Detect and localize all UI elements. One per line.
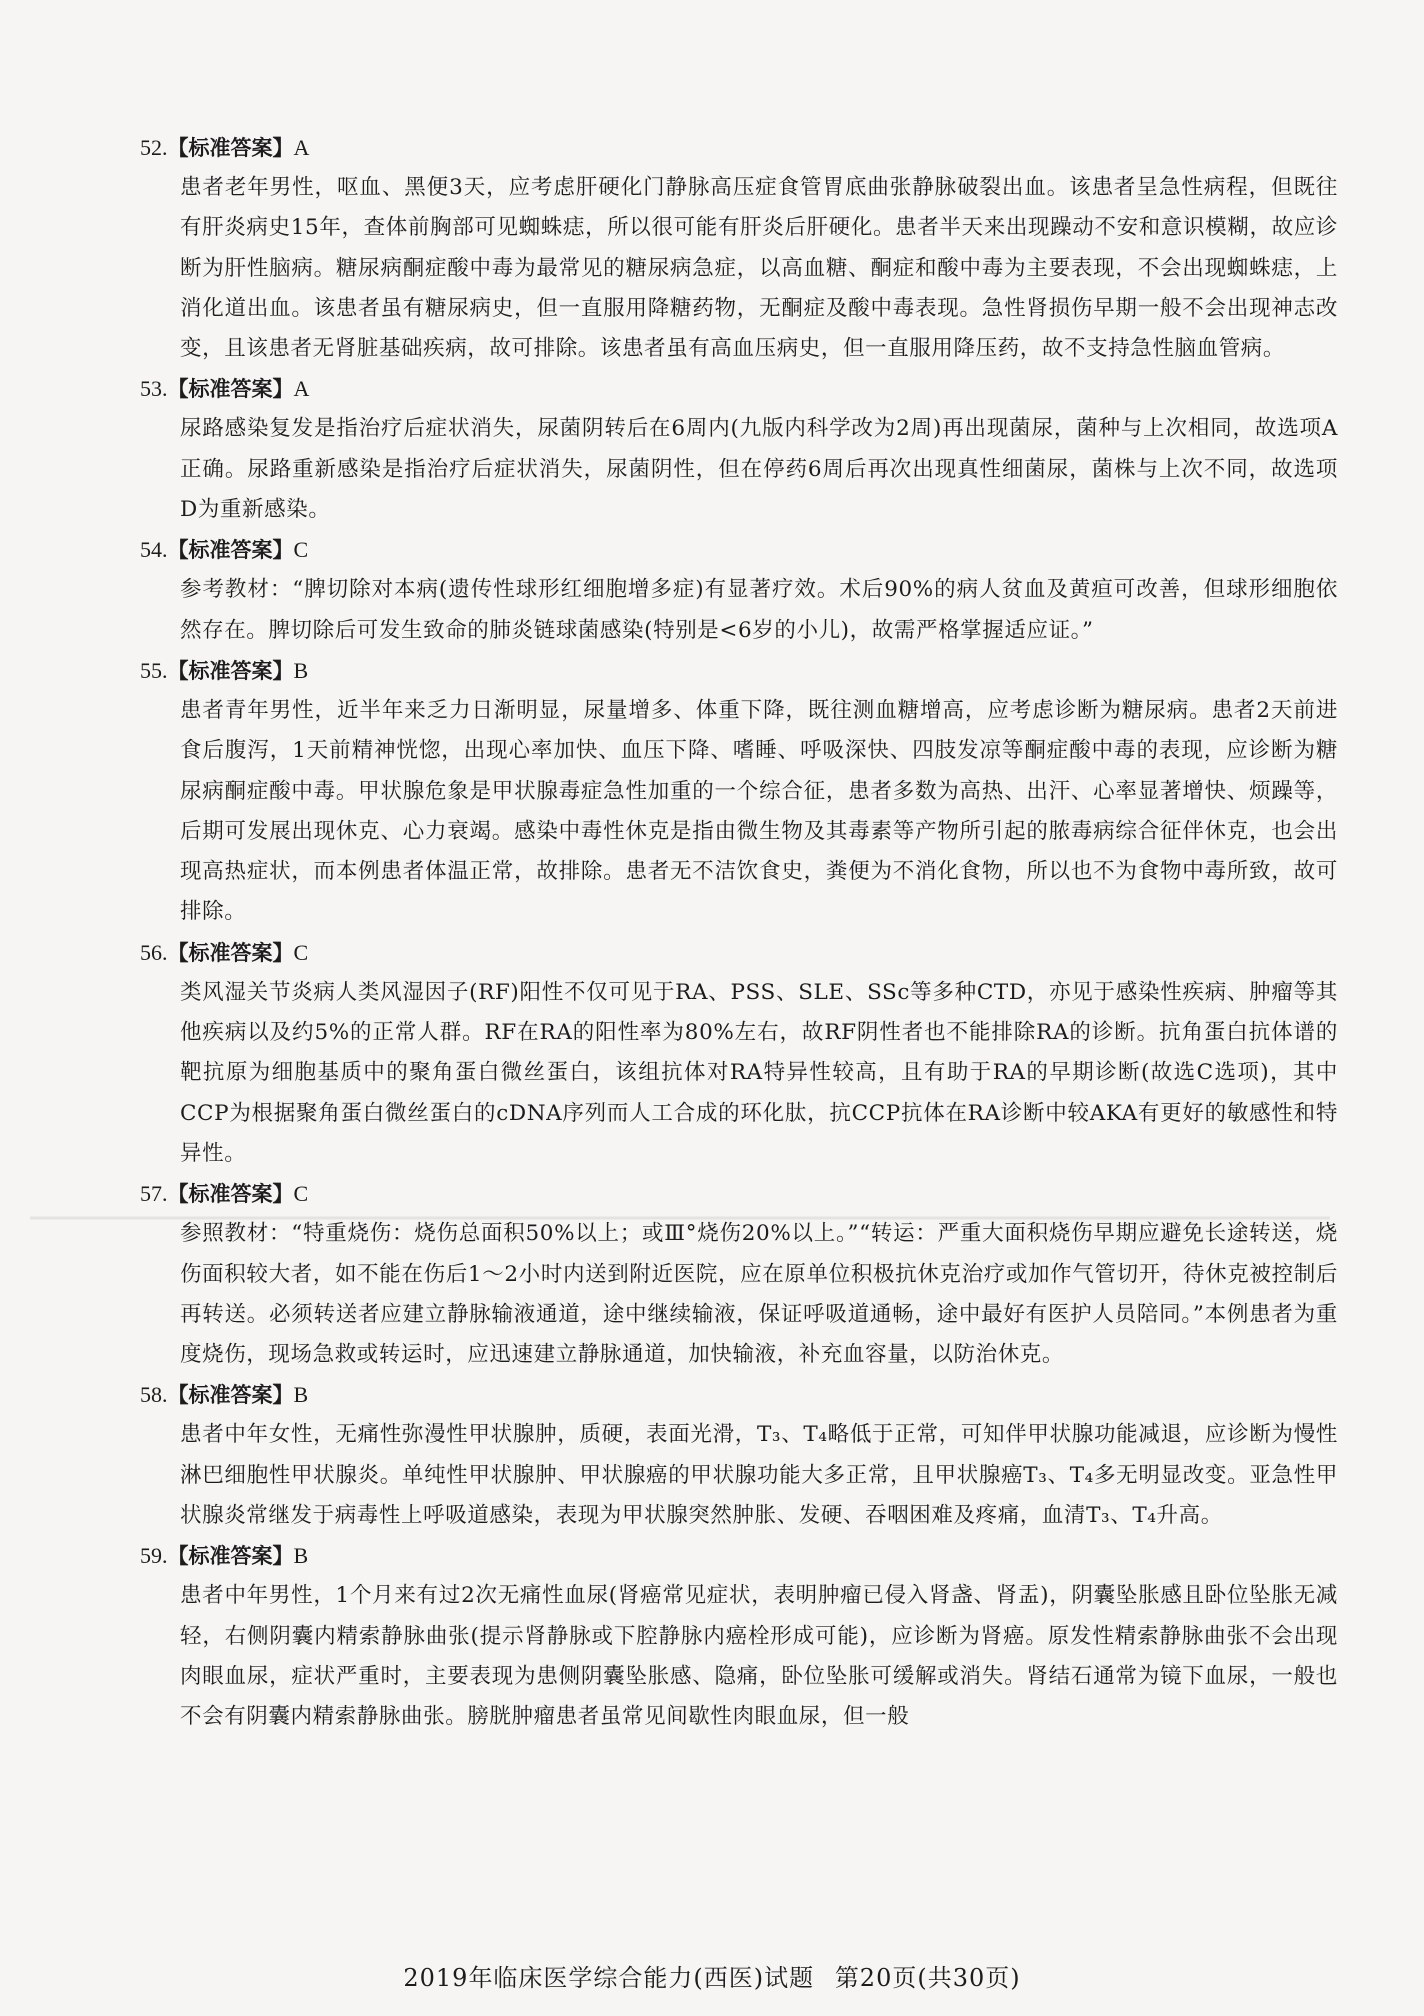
answer-heading — [140, 1375, 1340, 1415]
answer-letter: C — [293, 1181, 309, 1207]
answer-tag: 【标准答案】 — [167, 136, 294, 160]
explanation-text: 患者老年男性，呕血、黑便3天，应考虑肝硬化门静脉高压症食管胃底曲张静脉破裂出血。该患者呈急性病程，但既往有肝炎病史15年，查体前胸部可见蜘蛛痣，所以很可能有肝炎后肝硬化。患者半天来出现躁动不安和意识模糊，故应诊断为肝性脑病。糖尿病酮症酸中毒为最常见的糖尿病急症，以高血糖、酮症和酸中毒为主要表现，不会出现蜘蛛痣，上消化道出血。该患者虽有糖尿病史，但一直服用降糖药物，无酮症及酸中毒表现。急性肾损伤早期一般不会出现神志改变，且该患者无肾脏基础疾病，故可排除。该患者虽有高血压病史，但一直服用降压药，故不支持急性脑血管病。 — [180, 175, 1338, 362]
question-number: 52. — [140, 135, 168, 160]
answer-item-55 — [140, 651, 1340, 933]
question-number: 57. — [140, 1181, 168, 1207]
answer-letter: B — [293, 1543, 309, 1569]
scan-artifact-line — [30, 1216, 1330, 1220]
answer-item-57 — [140, 1174, 1340, 1375]
answer-item-53 — [140, 369, 1340, 530]
question-number: 55. — [140, 657, 168, 683]
answer-heading — [140, 369, 1340, 409]
answer-item-52 — [140, 128, 1340, 369]
explanation-text: 患者青年男性，近半年来乏力日渐明显，尿量增多、体重下降，既往测血糖增高，应考虑诊断为糖尿病。患者2天前进食后腹泻，1天前精神恍惚，出现心率加快、血压下降、嗜睡、呼吸深快、四肢发凉等酮症酸中毒的表现，应诊断为糖尿病酮症酸中毒。甲状腺危象是甲状腺毒症急性加重的一个综合征，患者多数为高热、出汗、心率显著增快、烦躁等，后期可发展出现休克、心力衰竭。感染中毒性休克是指由微生物及其毒素等产物所引起的脓毒病综合征伴休克，也会出现高热症状，而本例患者体温正常，故排除。患者无不洁饮食史，粪便为不消化食物，所以也不为食物中毒所致，故可排除。 — [180, 697, 1338, 925]
explanation-text: 尿路感染复发是指治疗后症状消失，尿菌阴转后在6周内(九版内科学改为2周)再出现菌尿，菌种与上次相同，故选项A正确。尿路重新感染是指治疗后症状消失，尿菌阴性，但在停药6周后再次出现真性细菌尿，菌株与上次不同，故选项D为重新感染。 — [180, 416, 1338, 523]
answer-item-59 — [140, 1536, 1340, 1737]
answer-heading — [140, 1536, 1340, 1576]
answer-list — [140, 128, 1340, 1738]
question-number: 54. — [140, 537, 168, 563]
page-number: 第20页(共30页) — [834, 1964, 1021, 1992]
answer-letter: A — [293, 376, 310, 402]
explanation-text: 患者中年女性，无痛性弥漫性甲状腺肿，质硬，表面光滑，T₃、T₄略低于正常，可知伴甲状腺功能减退，应诊断为慢性淋巴细胞性甲状腺炎。单纯性甲状腺肿、甲状腺癌的甲状腺功能大多正常，且甲状腺癌T₃、T₄多无明显改变。亚急性甲状腺炎常继发于病毒性上呼吸道感染，表现为甲状腺突然肿胀、发硬、吞咽困难及疼痛，血清T₃、T₄升高。 — [180, 1422, 1338, 1529]
answer-heading — [140, 933, 1340, 973]
question-number: 56. — [140, 939, 168, 965]
answer-letter: B — [293, 657, 309, 683]
answer-item-56 — [140, 933, 1340, 1174]
answer-tag: 【标准答案】 — [167, 1182, 294, 1207]
answer-item-58 — [140, 1375, 1340, 1536]
exam-title: 2019年临床医学综合能力(西医)试题 — [403, 1964, 815, 1992]
answer-letter: B — [293, 1382, 309, 1408]
page-footer — [0, 1958, 1424, 1993]
question-number: 53. — [140, 376, 168, 402]
explanation-text: 参照教材：“特重烧伤：烧伤总面积50%以上；或Ⅲ°烧伤20%以上。”“转运：严重大面积烧伤早期应避免长途转送，烧伤面积较大者，如不能在伤后1～2小时内送到附近医院，应在原单位积极抗休克治疗或加作气管切开，待休克被控制后再转送。必须转送者应建立静脉输液通道，途中继续输液，保证呼吸道通畅，途中最好有医护人员陪同。”本例患者为重度烧伤，现场急救或转运时，应迅速建立静脉通道，加快输液，补充血容量，以防治休克。 — [180, 1221, 1338, 1368]
answer-tag: 【标准答案】 — [167, 940, 294, 965]
answer-tag: 【标准答案】 — [167, 1383, 294, 1408]
answer-tag: 【标准答案】 — [167, 1544, 294, 1569]
answer-heading — [140, 128, 1340, 168]
answer-item-54 — [140, 530, 1340, 651]
answer-tag: 【标准答案】 — [167, 658, 294, 683]
explanation-text: 患者中年男性，1个月来有过2次无痛性血尿(肾癌常见症状，表明肿瘤已侵入肾盏、肾盂)，阴囊坠胀感且卧位坠胀无减轻，右侧阴囊内精索静脉曲张(提示肾静脉或下腔静脉内癌栓形成可能)，应诊断为肾癌。原发性精索静脉曲张不会出现肉眼血尿，症状严重时，主要表现为患侧阴囊坠胀感、隐痛，卧位坠胀可缓解或消失。肾结石通常为镜下血尿，一般也不会有阴囊内精索静脉曲张。膀胱肿瘤患者虽常见间歇性肉眼血尿，但一般 — [180, 1583, 1338, 1730]
question-number: 59. — [140, 1543, 168, 1569]
answer-letter: C — [293, 939, 309, 965]
answer-letter: A — [293, 135, 310, 160]
answer-heading — [140, 651, 1340, 691]
question-number: 58. — [140, 1382, 168, 1408]
answer-heading — [140, 1174, 1340, 1214]
explanation-text: 参考教材：“脾切除对本病(遗传性球形红细胞增多症)有显著疗效。术后90%的病人贫血及黄疸可改善，但球形细胞依然存在。脾切除后可发生致命的肺炎链球菌感染(特别是<6岁的小儿)，故需严格掌握适应证。” — [180, 577, 1338, 643]
answer-tag: 【标准答案】 — [167, 377, 294, 402]
answer-heading — [140, 530, 1340, 570]
answer-tag: 【标准答案】 — [167, 538, 294, 563]
explanation-text: 类风湿关节炎病人类风湿因子(RF)阳性不仅可见于RA、PSS、SLE、SSc等多种CTD，亦见于感染性疾病、肿瘤等其他疾病以及约5%的正常人群。RF在RA的阳性率为80%左右，故RF阴性者也不能排除RA的诊断。抗角蛋白抗体谱的靶抗原为细胞基质中的聚角蛋白微丝蛋白，该组抗体对RA特异性较高，且有助于RA的早期诊断(故选C选项)，其中CCP为根据聚角蛋白微丝蛋白的cDNA序列而人工合成的环化肽，抗CCP抗体在RA诊断中较AKA有更好的敏感性和特异性。 — [180, 979, 1338, 1166]
answer-letter: C — [293, 537, 309, 563]
